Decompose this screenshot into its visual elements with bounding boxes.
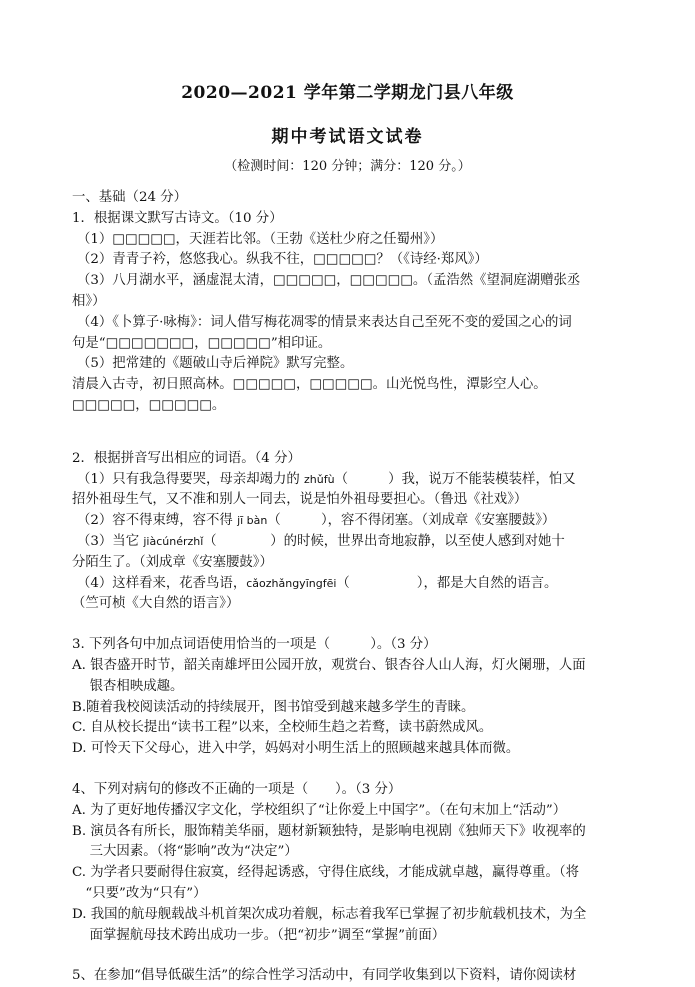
exam-subtitle: （检测时间：120 分钟；满分：120 分。）	[224, 159, 471, 174]
exam-title-line2: 期中考试语文试卷	[271, 127, 424, 147]
question-4	[72, 780, 628, 946]
option-line: C. 自从校长提出“读书工程”以来，全校师生趋之若鹜，读书蔚然成风。	[72, 720, 493, 736]
pinyin: jiàcúnérzhǐ	[143, 534, 204, 548]
question-line	[72, 574, 628, 595]
option-line: D. 我国的航母舰载战斗机首架次成功着舰，标志着我军已掌握了初步航载机技术，为全	[72, 906, 587, 922]
option-line: A. 银杏盛开时节，韶关南雄坪田公园开放，观赏台、银杏谷人山人海，灯火阑珊，人面	[72, 657, 586, 673]
question-line: 句是“□□□□□□□，□□□□□”相印证。	[72, 335, 332, 351]
option-line: B.随着我校阅读活动的持续展开，图书馆受到越来越多学生的青睐。	[72, 699, 475, 715]
text: （ ），容不得闭塞。（刘成章《安塞腰鼓》）	[267, 513, 556, 529]
text: （4）这样看来，花香鸟语，	[77, 575, 247, 591]
question-line: 相》）	[72, 293, 106, 309]
question-line: （4）《卜算子·咏梅》：词人借写梅花凋零的情景来表达自己至死不变的爱国之心的词	[77, 314, 572, 330]
question-stem: 3. 下列各句中加点词语使用恰当的一项是（ ）。（3 分）	[72, 637, 437, 653]
text: （3）当它	[77, 533, 144, 549]
question-line: （2）青青子衿，悠悠我心。纵我不往，□□□□□？（《诗经·郑风》）	[77, 252, 488, 268]
question-line	[72, 511, 628, 532]
question-line: （5）把常建的《题破山寺后禅院》默写完整。	[77, 356, 354, 372]
question-line: （3）八月湖水平，涵虚混太清，□□□□□，□□□□□。（孟浩然《望洞庭湖赠张丞	[77, 273, 581, 289]
text: （ ）的时候，世界出奇地寂静，以至使人感到对她十	[203, 533, 565, 549]
question-stem: 5、在参加“倡导低碳生活”的综合性学习活动中，有同学收集到以下资料，请你阅读材	[72, 968, 577, 984]
question-line: （竺可桢《大自然的语言》）	[72, 596, 240, 612]
pinyin: jī bàn	[237, 514, 268, 528]
question-stem: 1．根据课文默写古诗文。（10 分）	[72, 210, 283, 226]
option-line: C. 为学者只要耐得住寂寞，经得起诱惑，守得住底线，才能成就卓越，赢得尊重。（将	[72, 865, 580, 881]
option-line: D. 可怜天下父母心，进入中学，妈妈对小明生活上的照顾越来越具体而微。	[72, 741, 520, 757]
question-line	[72, 532, 628, 553]
text: （2）容不得束缚，容不得	[77, 513, 238, 529]
option-line: 面掌握航母技术跨出成功一步。（把“初步”调至“掌握”前面）	[72, 927, 446, 943]
exam-body	[72, 188, 628, 987]
option-line: “只要”改为“只有”）	[72, 885, 207, 901]
pinyin: cǎozhǎngyīngfēi	[246, 576, 337, 590]
question-line: □□□□□，□□□□□。	[72, 397, 226, 413]
text: （1）只有我急得要哭，母亲却竭力的	[77, 471, 305, 487]
question-line: 招外祖母生气，又不准和别人一同去，说是怕外祖母要担心。（鲁迅《社戏》）	[72, 492, 528, 508]
text: （ ）我，说万不能装模装样，怕又	[334, 471, 576, 487]
question-stem: 4、下列对病句的修改不正确的一项是（ ）。（3 分）	[72, 781, 402, 797]
question-line: （1）□□□□□，天涯若比邻。（王勃《送杜少府之任蜀州》）	[77, 231, 444, 247]
question-stem: 2．根据拼音写出相应的词语。（4 分）	[72, 450, 301, 466]
question-3	[72, 635, 628, 760]
section-heading: 一、基础（24 分）	[72, 190, 188, 205]
question-1	[72, 209, 628, 417]
option-line: A. 为了更好地传播汉字文化，学校组织了“让你爱上中国字”。（在句末加上“活动”）	[72, 802, 567, 818]
option-line: B. 演员各有所长，服饰精美华丽，题材新颖独特，是影响电视剧《独师天下》收视率的	[72, 823, 586, 839]
option-line: 三大因素。（将“影响”改为“决定”）	[72, 844, 298, 860]
question-2	[72, 449, 628, 615]
option-line: 银杏相映成趣。	[72, 678, 184, 694]
question-line: 分陌生了。（刘成章《安塞腰鼓》）	[72, 554, 273, 570]
question-5	[72, 966, 628, 987]
exam-title-line1: 2020—2021 学年第二学期龙门县八年级	[181, 83, 514, 103]
question-line: 清晨入古寺，初日照高林。□□□□□，□□□□□。山光悦鸟性，潭影空人心。	[72, 377, 547, 393]
question-line	[72, 470, 628, 491]
text: （ ），都是大自然的语言。	[336, 575, 558, 591]
pinyin: zhǔfù	[304, 472, 335, 486]
